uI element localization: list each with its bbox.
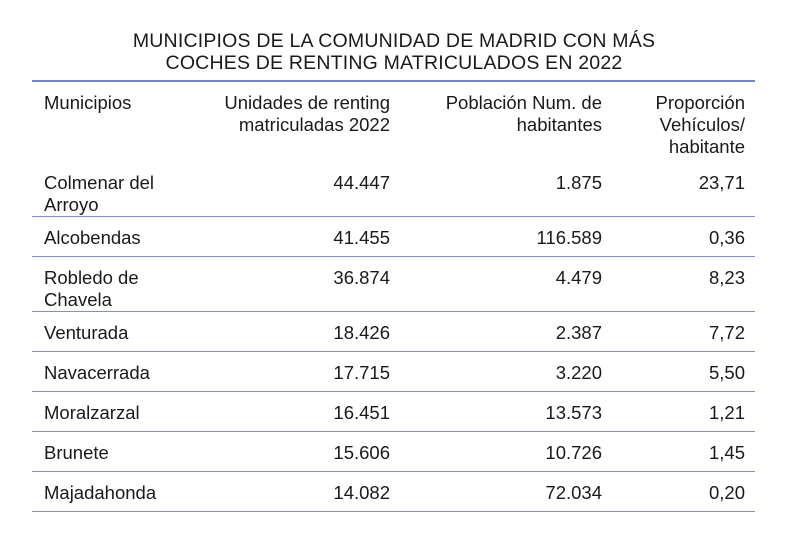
cell-unidades: 14.082: [333, 482, 390, 503]
cell-poblacion: 72.034: [545, 482, 602, 503]
cell-proporcion: 8,23: [708, 267, 745, 288]
cell-municipio: Moralzarzal: [44, 402, 140, 423]
title-line-2: COCHES DE RENTING MATRICULADOS EN 2022: [165, 52, 623, 74]
cell-unidades: 15.606: [333, 442, 390, 463]
cell-proporcion: 5,50: [708, 362, 745, 383]
cell-poblacion: 10.726: [545, 442, 602, 463]
cell-proporcion: 0,36: [708, 227, 745, 248]
cell-proporcion: 0,20: [708, 482, 745, 503]
header-unidades: Unidades de renting matriculadas 2022: [224, 92, 390, 135]
cell-unidades: 41.455: [333, 227, 390, 248]
cell-poblacion: 1.875: [555, 172, 602, 193]
cell-proporcion: 1,21: [708, 402, 745, 423]
cell-poblacion: 4.479: [555, 267, 602, 288]
cell-unidades: 36.874: [333, 267, 390, 288]
table-header: [32, 81, 755, 162]
cell-proporcion: 1,45: [708, 442, 745, 463]
cell-poblacion: 116.589: [536, 227, 602, 248]
cell-unidades: 17.715: [333, 362, 390, 383]
cell-unidades: 44.447: [333, 172, 390, 193]
header-municipios: Municipios: [44, 92, 132, 113]
table-row: [32, 312, 755, 352]
cell-proporcion: 23,71: [698, 172, 745, 193]
cell-unidades: 16.451: [333, 402, 390, 423]
cell-unidades: 18.426: [333, 322, 390, 343]
data-table: [32, 80, 755, 512]
table-row: [32, 392, 755, 432]
table-row: [32, 257, 755, 312]
cell-municipio: Alcobendas: [44, 227, 141, 248]
cell-municipio: Majadahonda: [44, 482, 157, 503]
header-row: [32, 81, 755, 162]
chart-title: [0, 30, 788, 74]
cell-municipio: Robledo de Chavela: [44, 267, 139, 310]
header-proporcion: Proporción Vehículos/ habitante: [655, 92, 745, 157]
header-poblacion: Población Num. de habitantes: [445, 92, 602, 135]
table-row: [32, 432, 755, 472]
cell-proporcion: 7,72: [708, 322, 745, 343]
cell-municipio: Colmenar del Arroyo: [44, 172, 155, 215]
cell-municipio: Brunete: [44, 442, 109, 463]
table-row: [32, 217, 755, 257]
cell-poblacion: 13.573: [545, 402, 602, 423]
table-row: [32, 162, 755, 217]
table-row: [32, 472, 755, 512]
table-body: [32, 162, 755, 512]
cell-poblacion: 3.220: [555, 362, 602, 383]
table-row: [32, 352, 755, 392]
cell-poblacion: 2.387: [555, 322, 602, 343]
title-line-1: MUNICIPIOS DE LA COMUNIDAD DE MADRID CON MÁS: [132, 30, 656, 52]
cell-municipio: Venturada: [44, 322, 129, 343]
cell-municipio: Navacerrada: [44, 362, 150, 383]
